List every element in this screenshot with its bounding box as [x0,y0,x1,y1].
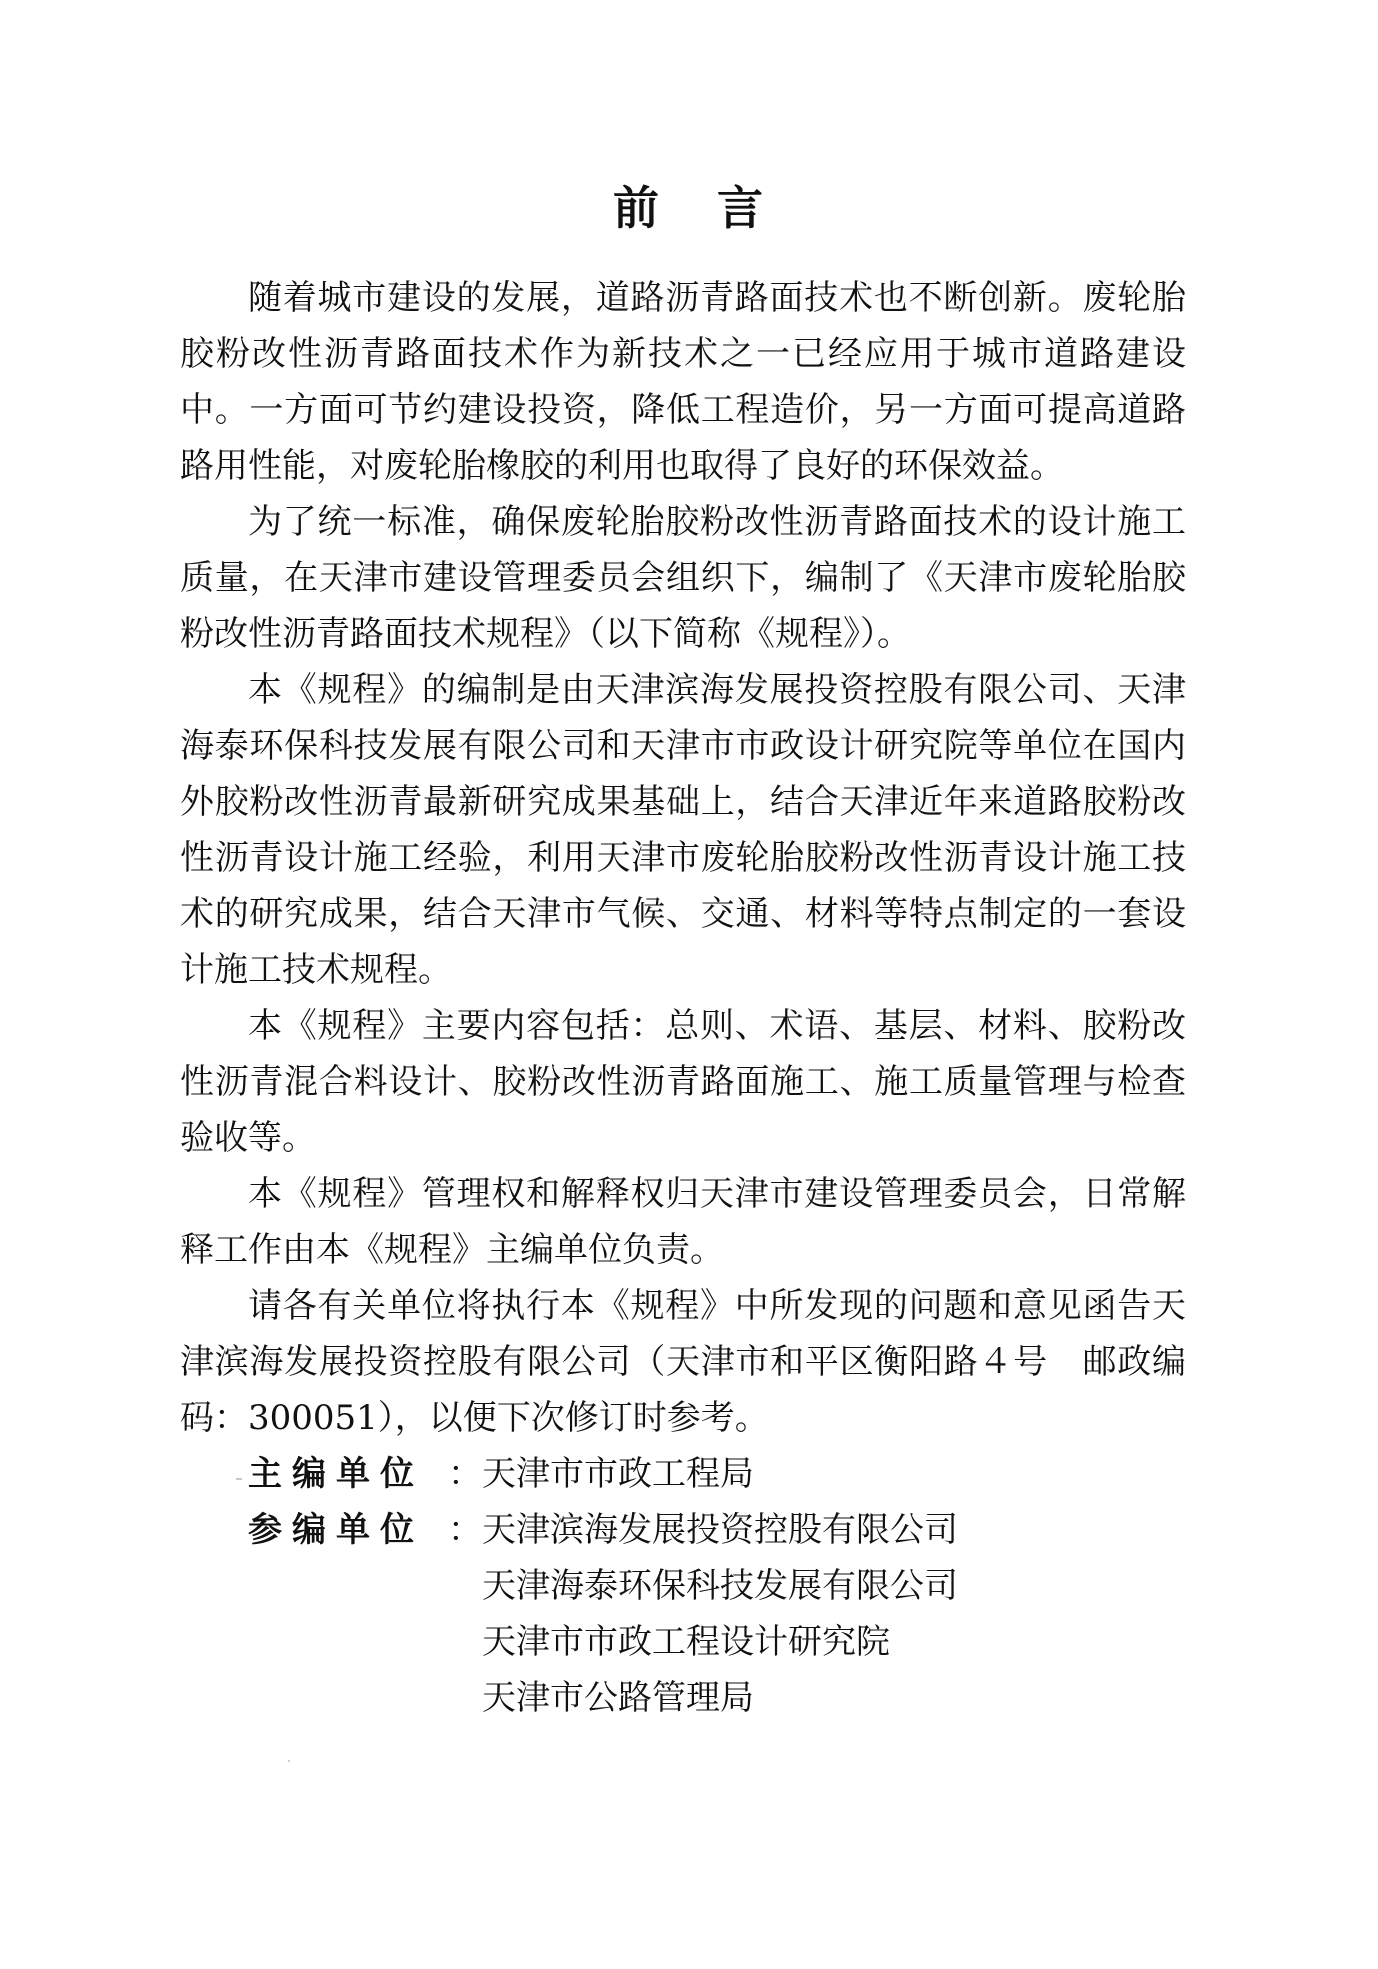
page-title-char-1: 前 [613,181,661,235]
paragraph-authority: 本《规程》管理权和解释权归天津市建设管理委员会，日常解释工作由本《规程》主编单位负责。 [180,1174,1186,1270]
paragraph-feedback: 请各有关单位将执行本《规程》中所发现的问题和意见函告天津滨海发展投资控股有限公司（天津市和平区衡阳路４号 邮政编码：300051），以便下次修订时参考。 [180,1286,1186,1438]
chief-editor-unit: 天津市市政工程局 [482,1454,754,1494]
participating-unit: 天津滨海发展投资控股有限公司 [482,1510,958,1550]
preface-body [180,270,1186,1726]
participating-unit: 天津市公路管理局 [482,1678,754,1718]
participating-editor-row [180,1502,1186,1726]
chief-editor-label: 主编单位 [248,1454,424,1494]
chief-editor-row [180,1446,1186,1502]
paragraph-compilation: 本《规程》的编制是由天津滨海发展投资控股有限公司、天津海泰环保科技发展有限公司和天津市市政设计研究院等单位在国内外胶粉改性沥青最新研究成果基础上，结合天津近年来道路胶粉改性沥青设计施工经验，利用天津市废轮胎胶粉改性沥青设计施工技术的研究成果，结合天津市气候、交通、材料等特点制定的一套设计施工技术规程。 [180,670,1186,990]
scan-artifact [236,1478,242,1480]
participating-editor-units [482,1502,958,1726]
participating-editor-label: 参编单位 [248,1510,424,1550]
paragraph-background: 随着城市建设的发展，道路沥青路面技术也不断创新。废轮胎胶粉改性沥青路面技术作为新技术之一已经应用于城市道路建设中。一方面可节约建设投资，降低工程造价，另一方面可提高道路路用性能，对废轮胎橡胶的利用也取得了良好的环保效益。 [180,278,1186,486]
page-title [0,172,1378,238]
credits-section [180,1446,1186,1726]
participating-unit: 天津市市政工程设计研究院 [482,1622,890,1662]
chief-editor-units [482,1446,754,1502]
scan-artifact [288,1760,290,1762]
paragraph-purpose: 为了统一标准，确保废轮胎胶粉改性沥青路面技术的设计施工质量，在天津市建设管理委员会组织下，编制了《天津市废轮胎胶粉改性沥青路面技术规程》（以下简称《规程》）。 [180,502,1186,654]
participating-unit: 天津海泰环保科技发展有限公司 [482,1566,958,1606]
participating-editor-colon: ： [448,1510,482,1550]
paragraph-contents: 本《规程》主要内容包括：总则、术语、基层、材料、胶粉改性沥青混合料设计、胶粉改性沥青路面施工、施工质量管理与检查验收等。 [180,1006,1186,1158]
page-title-char-2: 言 [717,181,765,235]
chief-editor-colon: ： [448,1454,482,1494]
